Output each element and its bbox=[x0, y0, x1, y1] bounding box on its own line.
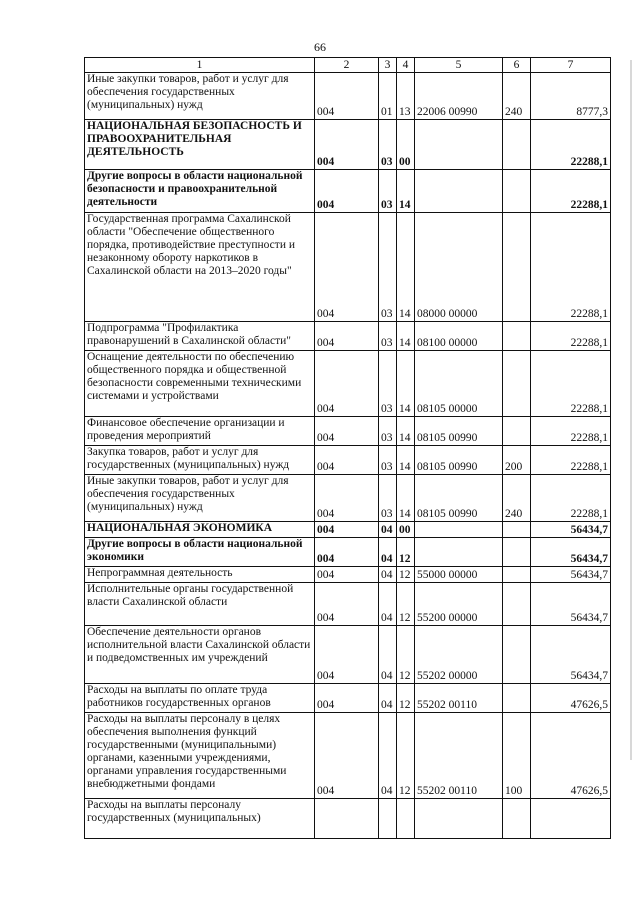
cell-amount: 22288,1 bbox=[531, 351, 611, 417]
cell-amount: 22288,1 bbox=[531, 475, 611, 522]
table-row bbox=[85, 213, 611, 322]
budget-table bbox=[84, 57, 611, 839]
cell-subsection bbox=[397, 799, 415, 839]
cell-type bbox=[503, 626, 531, 684]
cell-section: 03 bbox=[379, 351, 397, 417]
cell-amount: 56434,7 bbox=[531, 522, 611, 538]
table-row bbox=[85, 684, 611, 713]
cell-admin: 004 bbox=[315, 351, 379, 417]
cell-code: 22006 00990 bbox=[415, 73, 503, 120]
cell-admin: 004 bbox=[315, 567, 379, 583]
cell-type bbox=[503, 799, 531, 839]
table-row bbox=[85, 73, 611, 120]
cell-admin: 004 bbox=[315, 475, 379, 522]
cell-amount: 22288,1 bbox=[531, 170, 611, 213]
col-header-4: 4 bbox=[397, 58, 415, 73]
cell-amount: 56434,7 bbox=[531, 538, 611, 567]
cell-subsection: 12 bbox=[397, 567, 415, 583]
cell-subsection: 00 bbox=[397, 522, 415, 538]
table-row bbox=[85, 120, 611, 170]
header-row bbox=[85, 58, 611, 73]
cell-amount: 22288,1 bbox=[531, 417, 611, 446]
cell-type bbox=[503, 120, 531, 170]
cell-subsection: 12 bbox=[397, 684, 415, 713]
page-number: 66 bbox=[314, 40, 326, 54]
cell-section: 04 bbox=[379, 713, 397, 799]
cell-subsection: 14 bbox=[397, 417, 415, 446]
cell-code: 55202 00110 bbox=[415, 684, 503, 713]
cell-code: 08000 00000 bbox=[415, 213, 503, 322]
table-row bbox=[85, 522, 611, 538]
cell-subsection: 12 bbox=[397, 626, 415, 684]
cell-code: 08105 00990 bbox=[415, 446, 503, 475]
col-header-2: 2 bbox=[315, 58, 379, 73]
cell-code: 55202 00110 bbox=[415, 713, 503, 799]
scan-edge bbox=[630, 60, 632, 760]
cell-subsection: 12 bbox=[397, 713, 415, 799]
cell-admin: 004 bbox=[315, 120, 379, 170]
cell-type bbox=[503, 351, 531, 417]
cell-name: Расходы на выплаты персоналу в целях обеспечения выполнения функций государственными (муниципальными) органами, казенными учреждениями, органами управления государственными внебюджетными фондами bbox=[85, 713, 315, 799]
cell-subsection: 14 bbox=[397, 351, 415, 417]
cell-type bbox=[503, 417, 531, 446]
col-header-7: 7 bbox=[531, 58, 611, 73]
table-row bbox=[85, 475, 611, 522]
cell-name: Непрограммная деятельность bbox=[85, 567, 315, 583]
table-row bbox=[85, 417, 611, 446]
cell-subsection: 00 bbox=[397, 120, 415, 170]
cell-admin: 004 bbox=[315, 522, 379, 538]
table-row bbox=[85, 567, 611, 583]
cell-amount bbox=[531, 799, 611, 839]
cell-type bbox=[503, 213, 531, 322]
cell-name: Государственная программа Сахалинской области "Обеспечение общественного порядка, противодействие преступности и незаконному обороту наркотиков в Сахалинской области на 2013–2020 годы" bbox=[85, 213, 315, 322]
cell-name: Другие вопросы в области национальной экономики bbox=[85, 538, 315, 567]
cell-type bbox=[503, 684, 531, 713]
cell-amount: 56434,7 bbox=[531, 567, 611, 583]
cell-admin: 004 bbox=[315, 322, 379, 351]
cell-subsection: 14 bbox=[397, 475, 415, 522]
cell-name: Исполнительные органы государственной власти Сахалинской области bbox=[85, 583, 315, 626]
cell-section: 03 bbox=[379, 120, 397, 170]
cell-subsection: 14 bbox=[397, 213, 415, 322]
cell-code: 08105 00990 bbox=[415, 417, 503, 446]
cell-code bbox=[415, 799, 503, 839]
cell-type: 240 bbox=[503, 73, 531, 120]
cell-name: Другие вопросы в области национальной безопасности и правоохранительной деятельности bbox=[85, 170, 315, 213]
table-row bbox=[85, 322, 611, 351]
cell-name: НАЦИОНАЛЬНАЯ БЕЗОПАСНОСТЬ И ПРАВООХРАНИТЕЛЬНАЯ ДЕЯТЕЛЬНОСТЬ bbox=[85, 120, 315, 170]
cell-subsection: 14 bbox=[397, 322, 415, 351]
cell-name: Оснащение деятельности по обеспечению общественного порядка и общественной безопасности современными техническими системами и устройствами bbox=[85, 351, 315, 417]
cell-code bbox=[415, 170, 503, 213]
cell-admin: 004 bbox=[315, 538, 379, 567]
cell-section: 03 bbox=[379, 446, 397, 475]
cell-admin: 004 bbox=[315, 626, 379, 684]
cell-section: 03 bbox=[379, 322, 397, 351]
cell-section: 01 bbox=[379, 73, 397, 120]
cell-admin: 004 bbox=[315, 713, 379, 799]
cell-amount: 47626,5 bbox=[531, 684, 611, 713]
cell-subsection: 13 bbox=[397, 73, 415, 120]
cell-section: 03 bbox=[379, 170, 397, 213]
cell-type: 200 bbox=[503, 446, 531, 475]
cell-section: 03 bbox=[379, 417, 397, 446]
table-row bbox=[85, 446, 611, 475]
table-row bbox=[85, 713, 611, 799]
cell-subsection: 12 bbox=[397, 538, 415, 567]
col-header-5: 5 bbox=[415, 58, 503, 73]
table-row bbox=[85, 583, 611, 626]
cell-code bbox=[415, 538, 503, 567]
cell-code: 08105 00000 bbox=[415, 351, 503, 417]
cell-amount: 56434,7 bbox=[531, 626, 611, 684]
cell-amount: 22288,1 bbox=[531, 322, 611, 351]
cell-name: Финансовое обеспечение организации и проведения мероприятий bbox=[85, 417, 315, 446]
cell-amount: 47626,5 bbox=[531, 713, 611, 799]
cell-code: 55202 00000 bbox=[415, 626, 503, 684]
cell-name: Иные закупки товаров, работ и услуг для обеспечения государственных (муниципальных) нужд bbox=[85, 475, 315, 522]
cell-name: Иные закупки товаров, работ и услуг для обеспечения государственных (муниципальных) нужд bbox=[85, 73, 315, 120]
cell-amount: 22288,1 bbox=[531, 120, 611, 170]
cell-code: 55000 00000 bbox=[415, 567, 503, 583]
table-row bbox=[85, 799, 611, 839]
cell-type bbox=[503, 170, 531, 213]
cell-type bbox=[503, 322, 531, 351]
cell-name: Закупка товаров, работ и услуг для государственных (муниципальных) нужд bbox=[85, 446, 315, 475]
table-row bbox=[85, 538, 611, 567]
cell-section: 04 bbox=[379, 583, 397, 626]
cell-name: Обеспечение деятельности органов исполнительной власти Сахалинской области и подведомственных им учреждений bbox=[85, 626, 315, 684]
cell-amount: 56434,7 bbox=[531, 583, 611, 626]
cell-admin: 004 bbox=[315, 417, 379, 446]
cell-section: 04 bbox=[379, 626, 397, 684]
cell-section: 04 bbox=[379, 538, 397, 567]
cell-subsection: 14 bbox=[397, 446, 415, 475]
cell-code bbox=[415, 120, 503, 170]
table-row bbox=[85, 170, 611, 213]
cell-type bbox=[503, 567, 531, 583]
cell-type: 100 bbox=[503, 713, 531, 799]
cell-section: 04 bbox=[379, 684, 397, 713]
cell-admin bbox=[315, 799, 379, 839]
cell-amount: 22288,1 bbox=[531, 213, 611, 322]
cell-section: 03 bbox=[379, 213, 397, 322]
cell-code: 08105 00990 bbox=[415, 475, 503, 522]
cell-amount: 22288,1 bbox=[531, 446, 611, 475]
col-header-1: 1 bbox=[85, 58, 315, 73]
cell-code: 08100 00000 bbox=[415, 322, 503, 351]
cell-subsection: 14 bbox=[397, 170, 415, 213]
cell-amount: 8777,3 bbox=[531, 73, 611, 120]
cell-name: Расходы на выплаты персоналу государственных (муниципальных) bbox=[85, 799, 315, 839]
table-row bbox=[85, 626, 611, 684]
cell-type bbox=[503, 522, 531, 538]
cell-type bbox=[503, 538, 531, 567]
cell-subsection: 12 bbox=[397, 583, 415, 626]
cell-code bbox=[415, 522, 503, 538]
cell-name: НАЦИОНАЛЬНАЯ ЭКОНОМИКА bbox=[85, 522, 315, 538]
cell-section: 03 bbox=[379, 475, 397, 522]
cell-section: 04 bbox=[379, 567, 397, 583]
cell-admin: 004 bbox=[315, 213, 379, 322]
cell-section bbox=[379, 799, 397, 839]
cell-admin: 004 bbox=[315, 583, 379, 626]
cell-admin: 004 bbox=[315, 170, 379, 213]
cell-name: Расходы на выплаты по оплате труда работников государственных органов bbox=[85, 684, 315, 713]
col-header-3: 3 bbox=[379, 58, 397, 73]
cell-type bbox=[503, 583, 531, 626]
cell-code: 55200 00000 bbox=[415, 583, 503, 626]
cell-type: 240 bbox=[503, 475, 531, 522]
table-row bbox=[85, 351, 611, 417]
cell-name: Подпрограмма "Профилактика правонарушений в Сахалинской области" bbox=[85, 322, 315, 351]
col-header-6: 6 bbox=[503, 58, 531, 73]
cell-admin: 004 bbox=[315, 684, 379, 713]
cell-section: 04 bbox=[379, 522, 397, 538]
cell-admin: 004 bbox=[315, 446, 379, 475]
cell-admin: 004 bbox=[315, 73, 379, 120]
